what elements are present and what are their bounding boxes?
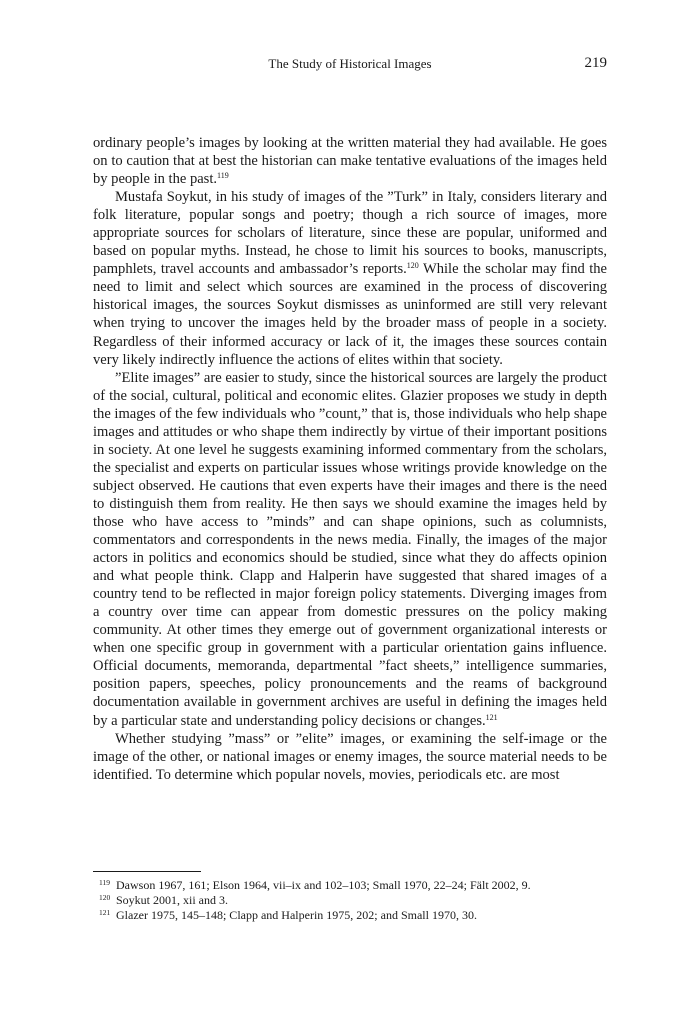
paragraph-text: ordinary people’s images by looking at the written material they had available. He goes on to caution that at best the historian can make tentative evaluations of the images held by people in the past. [93, 135, 607, 188]
footnote-rule [93, 871, 201, 872]
paragraph-text: While the scholar may find the need to limit and select which sources are examined in the process of discovering historical images, the sources Soykut dismisses as uninformed are still very relevant when trying to uncover the images held by the broader mass of people in a society. Regardless of their informed accuracy or lack of it, the images these sources contain very likely indirectly influence the actions of elites within that society. [93, 261, 607, 368]
paragraph [93, 188, 607, 368]
footnote [93, 893, 607, 908]
footnote-reference: 121 [485, 712, 498, 722]
paragraph-text: Mustafa Soykut, in his study of images of the ”Turk” in Italy, considers literary and folk literature, popular songs and poetry; though a rich source of images, more appropriate sources for scholars of literature, since these are popular, uniformed and based on popular myths. Instead, he chose to limit his sources to books, manuscripts, pamphlets, travel accounts and ambassador’s reports. [93, 189, 607, 278]
footnotes [93, 878, 607, 924]
footnote-number: 119 [99, 878, 110, 887]
paragraph-text: ”Elite images” are easier to study, since the historical sources are largely the product of the social, cultural, political and economic elites. Glazier proposes we study in depth the images of the few individuals who ”count,” that is, those individuals who help shape images and attitudes or who shape them indirectly by virtue of their important positions in society. At one level he suggests examining informed commentary from the scholars, the specialist and experts on particular issues whose writings provide knowledge on the subject observed. He cautions that even experts have their images and there is the need to distinguish them from reality. He then says we should examine the images held by those who have access to ”minds” and can shape opinions, such as columnists, commentators and correspondents in the news media. Finally, the images of the major actors in politics and economics should be studied, since what they do affects opinion and what people think. Clapp and Halperin have suggested that shared images of a country tend to be reflected in major foreign policy statements. Diverging images from a country over time can appear from domestic pressures on the policy making community. At other times they emerge out of government organizational interests or when one specific group in government with a particular orientation gains influence. Official documents, memoranda, departmental ”fact sheets,” intelligence summaries, position papers, speeches, policy pronouncements and the reams of background documentation available in government archives are useful in defining the images held by a particular state and understanding policy decisions or changes. [93, 369, 607, 729]
body-text [93, 134, 607, 784]
footnote-number: 120 [99, 893, 111, 903]
paragraph [93, 369, 607, 730]
page-number: 219 [584, 55, 607, 71]
running-title: The Study of Historical Images [268, 56, 432, 71]
paragraph [93, 134, 607, 188]
footnote-reference: 120 [406, 261, 419, 271]
footnote-text: Soykut 2001, xii and 3. [116, 893, 229, 908]
footnote [93, 908, 607, 923]
footnote-reference: 119 [217, 171, 229, 181]
footnote-text: Dawson 1967, 161; Elson 1964, vii–ix and 102–103; Small 1970, 22–24; Fält 2002, 9. [116, 878, 531, 892]
running-head [93, 55, 607, 73]
footnote [93, 878, 607, 893]
footnote-text: Glazer 1975, 145–148; Clapp and Halperin 1975, 202; and Small 1970, 30. [116, 908, 477, 923]
paragraph [93, 730, 607, 784]
paragraph-text: Whether studying ”mass” or ”elite” images, or examining the self-image or the image of the other, or national images or enemy images, the source material needs to be identified. To determine which popular novels, movies, periodicals etc. are most [93, 730, 607, 783]
footnote-number: 121 [99, 908, 111, 918]
